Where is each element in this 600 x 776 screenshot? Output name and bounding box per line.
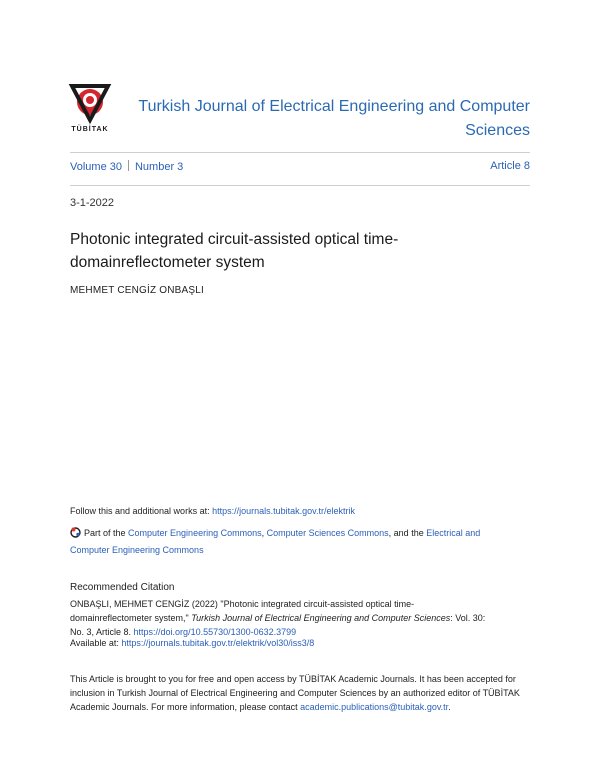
header-divider-top (70, 152, 530, 153)
tubitak-logo (68, 80, 112, 140)
issue-nav (70, 160, 530, 178)
part-of-line (70, 525, 530, 559)
computer-engineering-commons-link[interactable]: Computer Engineering Commons (128, 528, 262, 538)
computer-sciences-commons-link[interactable]: Computer Sciences Commons (266, 528, 389, 538)
citation-line2-start: domainreflectometer system," (70, 613, 192, 623)
notice-line2: inclusion in Turkish Journal of Electrical Engineering and Computer Sciences by an authorized editor of TÜBİTAK (70, 688, 520, 698)
citation-issue: No. 3, Article 8. (70, 627, 134, 637)
doi-link[interactable]: https://doi.org/10.55730/1300-0632.3799 (133, 627, 297, 637)
commons-network-icon (70, 527, 81, 538)
journal-title-line2: Sciences (465, 122, 530, 139)
citation-line2-end: : Vol. 30: (450, 613, 486, 623)
article-link[interactable]: Article 8 (490, 160, 530, 172)
citation-line1: ONBAŞLI, MEHMET CENGİZ (2022) "Photonic integrated circuit-assisted optical time- (70, 599, 415, 609)
notice-line1: This Article is brought to you for free and open access by TÜBİTAK Academic Journals. It has been accepted for (70, 674, 516, 684)
follow-link[interactable]: https://journals.tubitak.gov.tr/elektrik (212, 506, 355, 516)
journal-title[interactable] (130, 95, 530, 143)
follow-line (70, 504, 530, 518)
available-link[interactable]: https://journals.tubitak.gov.tr/elektrik/vol30/iss3/8 (121, 638, 315, 648)
publication-date: 3-1-2022 (70, 197, 115, 209)
citation-journal-name: Turkish Journal of Electrical Engineering and Computer Sciences (191, 613, 451, 623)
part-of-sep1: , (261, 528, 267, 538)
part-of-prefix: Part of the (84, 528, 129, 538)
header-divider-bottom (70, 185, 530, 186)
paper-title-line2: domainreflectometer system (70, 254, 265, 271)
electrical-computer-engineering-commons-link-part2[interactable]: Computer Engineering Commons (70, 545, 204, 555)
citation-line2 (70, 611, 530, 625)
follow-text: Follow this and additional works at: (70, 506, 213, 516)
notice-line3-start: Academic Journals. For more information, please contact (70, 702, 301, 712)
author-name: MEHMET CENGİZ ONBAŞLI (70, 285, 205, 296)
logo-wordmark: TÜBİTAK (71, 126, 109, 133)
part-of-sep2: , and the (388, 528, 427, 538)
recommended-citation-heading: Recommended Citation (70, 582, 175, 593)
paper-title-line1: Photonic integrated circuit-assisted optical time- (70, 231, 399, 248)
volume-link[interactable]: Volume 30 (70, 161, 122, 173)
number-link[interactable]: Number 3 (134, 161, 184, 173)
notice-line3-end: . (448, 702, 451, 712)
contact-email-link[interactable]: academic.publications@tubitak.gov.tr (300, 702, 449, 712)
access-notice (70, 672, 530, 714)
paper-title (70, 228, 450, 274)
available-at-line (70, 636, 530, 650)
citation-text (70, 597, 530, 639)
available-prefix: Available at: (70, 638, 122, 648)
notice-line3 (70, 700, 530, 714)
journal-title-line1: Turkish Journal of Electrical Engineering and Computer (138, 98, 530, 115)
electrical-computer-engineering-commons-link-part1[interactable]: Electrical and (426, 528, 481, 538)
volume-separator (128, 160, 129, 171)
